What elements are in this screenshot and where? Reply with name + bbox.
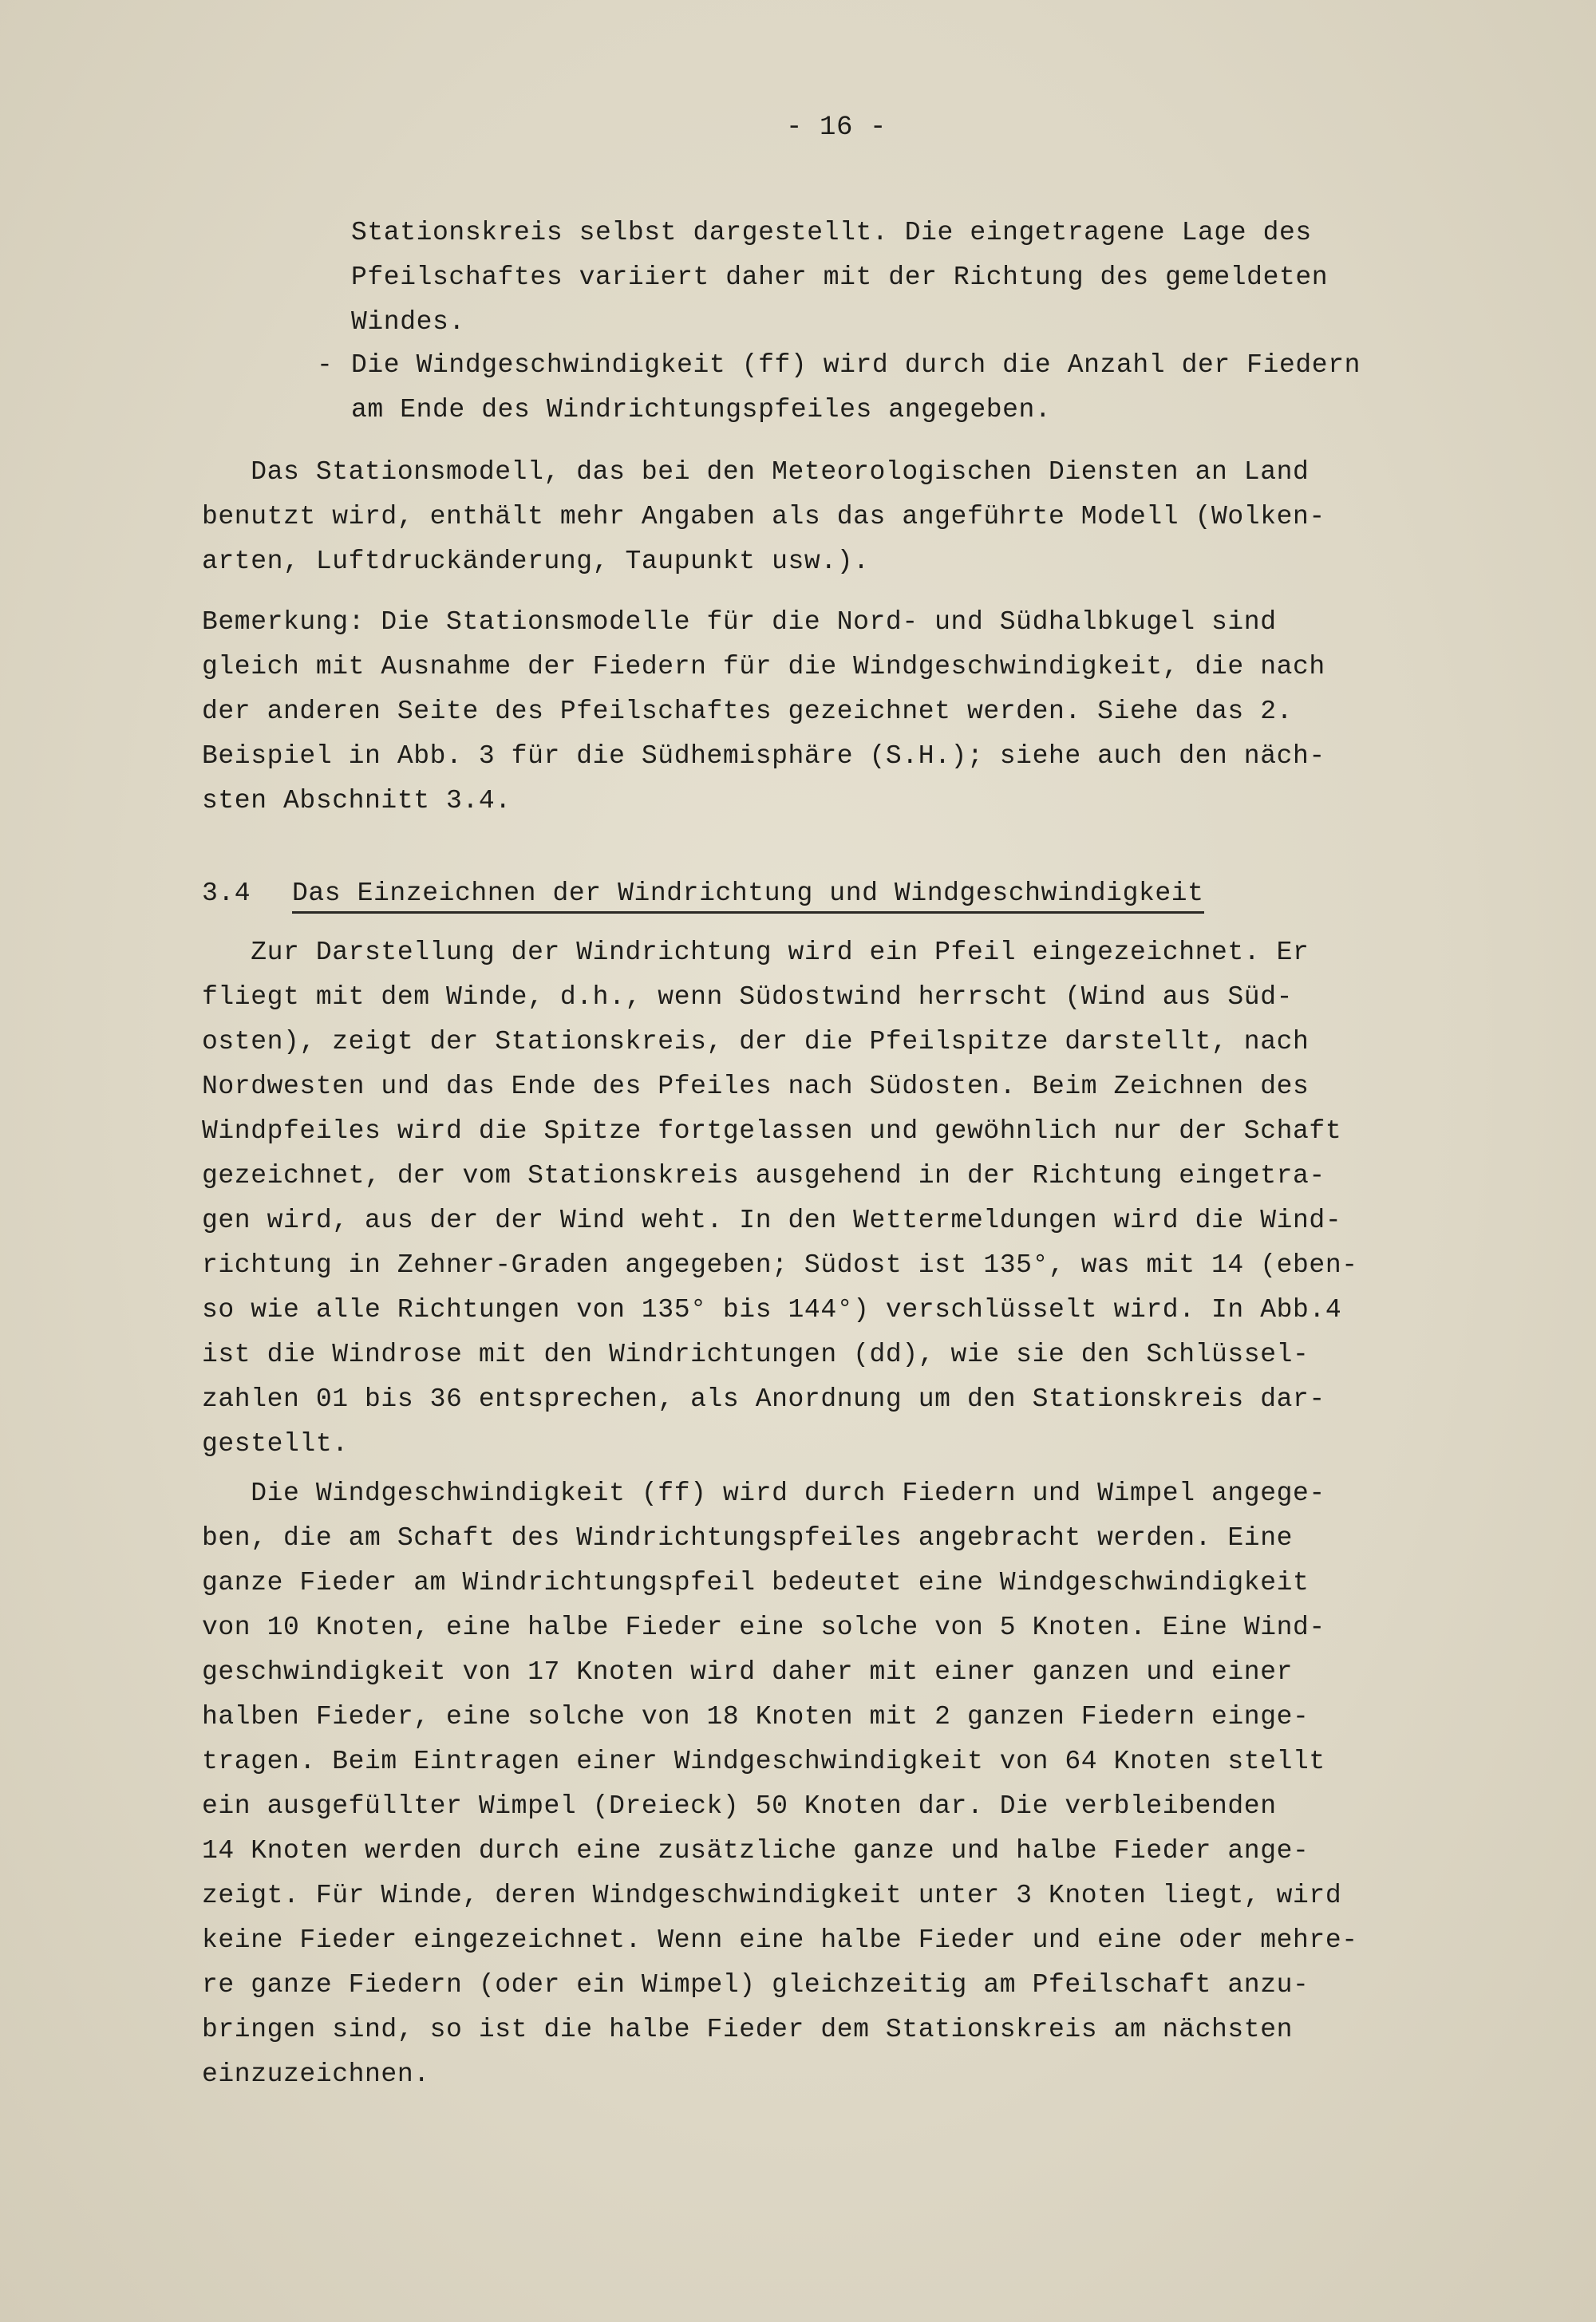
text-line: Stationskreis selbst dargestellt. Die eingetragene Lage des bbox=[351, 218, 1312, 247]
text-line: richtung in Zehner-Graden angegeben; Südost ist 135°, was mit 14 (eben- bbox=[202, 1250, 1358, 1280]
text-line: ganze Fieder am Windrichtungspfeil bedeutet eine Windgeschwindigkeit bbox=[202, 1568, 1310, 1597]
text-line: einzuzeichnen. bbox=[202, 2059, 430, 2089]
text-line: Zur Darstellung der Windrichtung wird ein Pfeil eingezeichnet. Er bbox=[202, 938, 1310, 967]
text-line: osten), zeigt der Stationskreis, der die Pfeilspitze darstellt, nach bbox=[202, 1027, 1310, 1056]
section-number: 3.4 bbox=[202, 879, 251, 908]
text-line: so wie alle Richtungen von 135° bis 144°) verschlüsselt wird. In Abb.4 bbox=[202, 1295, 1342, 1325]
text-line: der anderen Seite des Pfeilschaftes gezeichnet werden. Siehe das 2. bbox=[202, 697, 1294, 726]
text-line: 14 Knoten werden durch eine zusätzliche ganze und halbe Fieder ange- bbox=[202, 1836, 1310, 1866]
text-line: geschwindigkeit von 17 Knoten wird daher mit einer ganzen und einer bbox=[202, 1657, 1294, 1687]
text-line: von 10 Knoten, eine halbe Fieder eine solche von 5 Knoten. Eine Wind- bbox=[202, 1613, 1325, 1642]
text-line: Windes. bbox=[351, 307, 465, 337]
text-line: Das Stationsmodell, das bei den Meteorologischen Diensten an Land bbox=[202, 457, 1310, 487]
text-line: benutzt wird, enthält mehr Angaben als das angeführte Modell (Wolken- bbox=[202, 502, 1325, 531]
text-line: Nordwesten und das Ende des Pfeiles nach Südosten. Beim Zeichnen des bbox=[202, 1072, 1310, 1101]
text-line: keine Fieder eingezeichnet. Wenn eine halbe Fieder und eine oder mehre- bbox=[202, 1925, 1358, 1955]
text-line: zeigt. Für Winde, deren Windgeschwindigkeit unter 3 Knoten liegt, wird bbox=[202, 1881, 1342, 1910]
text-line: halben Fieder, eine solche von 18 Knoten mit 2 ganzen Fiedern einge- bbox=[202, 1702, 1310, 1732]
text-line: Windpfeiles wird die Spitze fortgelassen und gewöhnlich nur der Schaft bbox=[202, 1116, 1342, 1146]
text-line: arten, Luftdruckänderung, Taupunkt usw.). bbox=[202, 547, 870, 576]
text-line: fliegt mit dem Winde, d.h., wenn Südostwind herrscht (Wind aus Süd- bbox=[202, 982, 1294, 1012]
page-number: - 16 - bbox=[786, 113, 887, 143]
text-line: re ganze Fiedern (oder ein Wimpel) gleichzeitig am Pfeilschaft anzu- bbox=[202, 1970, 1310, 2000]
text-line: gestellt. bbox=[202, 1429, 349, 1459]
text-line: gleich mit Ausnahme der Fiedern für die Windgeschwindigkeit, die nach bbox=[202, 652, 1325, 681]
text-line: ein ausgefüllter Wimpel (Dreieck) 50 Knoten dar. Die verbleibenden bbox=[202, 1791, 1277, 1821]
text-line: Die Windgeschwindigkeit (ff) wird durch Fiedern und Wimpel angege- bbox=[202, 1479, 1325, 1508]
text-line: zahlen 01 bis 36 entsprechen, als Anordnung um den Stationskreis dar- bbox=[202, 1384, 1325, 1414]
text-line: Bemerkung: Die Stationsmodelle für die Nord- und Südhalbkugel sind bbox=[202, 607, 1277, 637]
text-line: ben, die am Schaft des Windrichtungspfeiles angebracht werden. Eine bbox=[202, 1523, 1294, 1553]
text-line: gezeichnet, der vom Stationskreis ausgehend in der Richtung eingetra- bbox=[202, 1161, 1325, 1191]
text-line: gen wird, aus der der Wind weht. In den Wettermeldungen wird die Wind- bbox=[202, 1206, 1342, 1235]
text-line: tragen. Beim Eintragen einer Windgeschwindigkeit von 64 Knoten stellt bbox=[202, 1747, 1325, 1776]
text-line: am Ende des Windrichtungspfeiles angegeben. bbox=[351, 395, 1052, 425]
text-line: sten Abschnitt 3.4. bbox=[202, 786, 512, 815]
text-line: Beispiel in Abb. 3 für die Südhemisphäre (S.H.); siehe auch den näch- bbox=[202, 741, 1325, 771]
text-line: bringen sind, so ist die halbe Fieder dem Stationskreis am nächsten bbox=[202, 2015, 1294, 2044]
section-title: Das Einzeichnen der Windrichtung und Windgeschwindigkeit bbox=[292, 878, 1204, 914]
bullet-marker: - bbox=[317, 350, 334, 380]
text-line: Die Windgeschwindigkeit (ff) wird durch die Anzahl der Fiedern bbox=[351, 350, 1361, 380]
text-line: ist die Windrose mit den Windrichtungen (dd), wie sie den Schlüssel- bbox=[202, 1340, 1310, 1369]
text-line: Pfeilschaftes variiert daher mit der Richtung des gemeldeten bbox=[351, 263, 1329, 292]
